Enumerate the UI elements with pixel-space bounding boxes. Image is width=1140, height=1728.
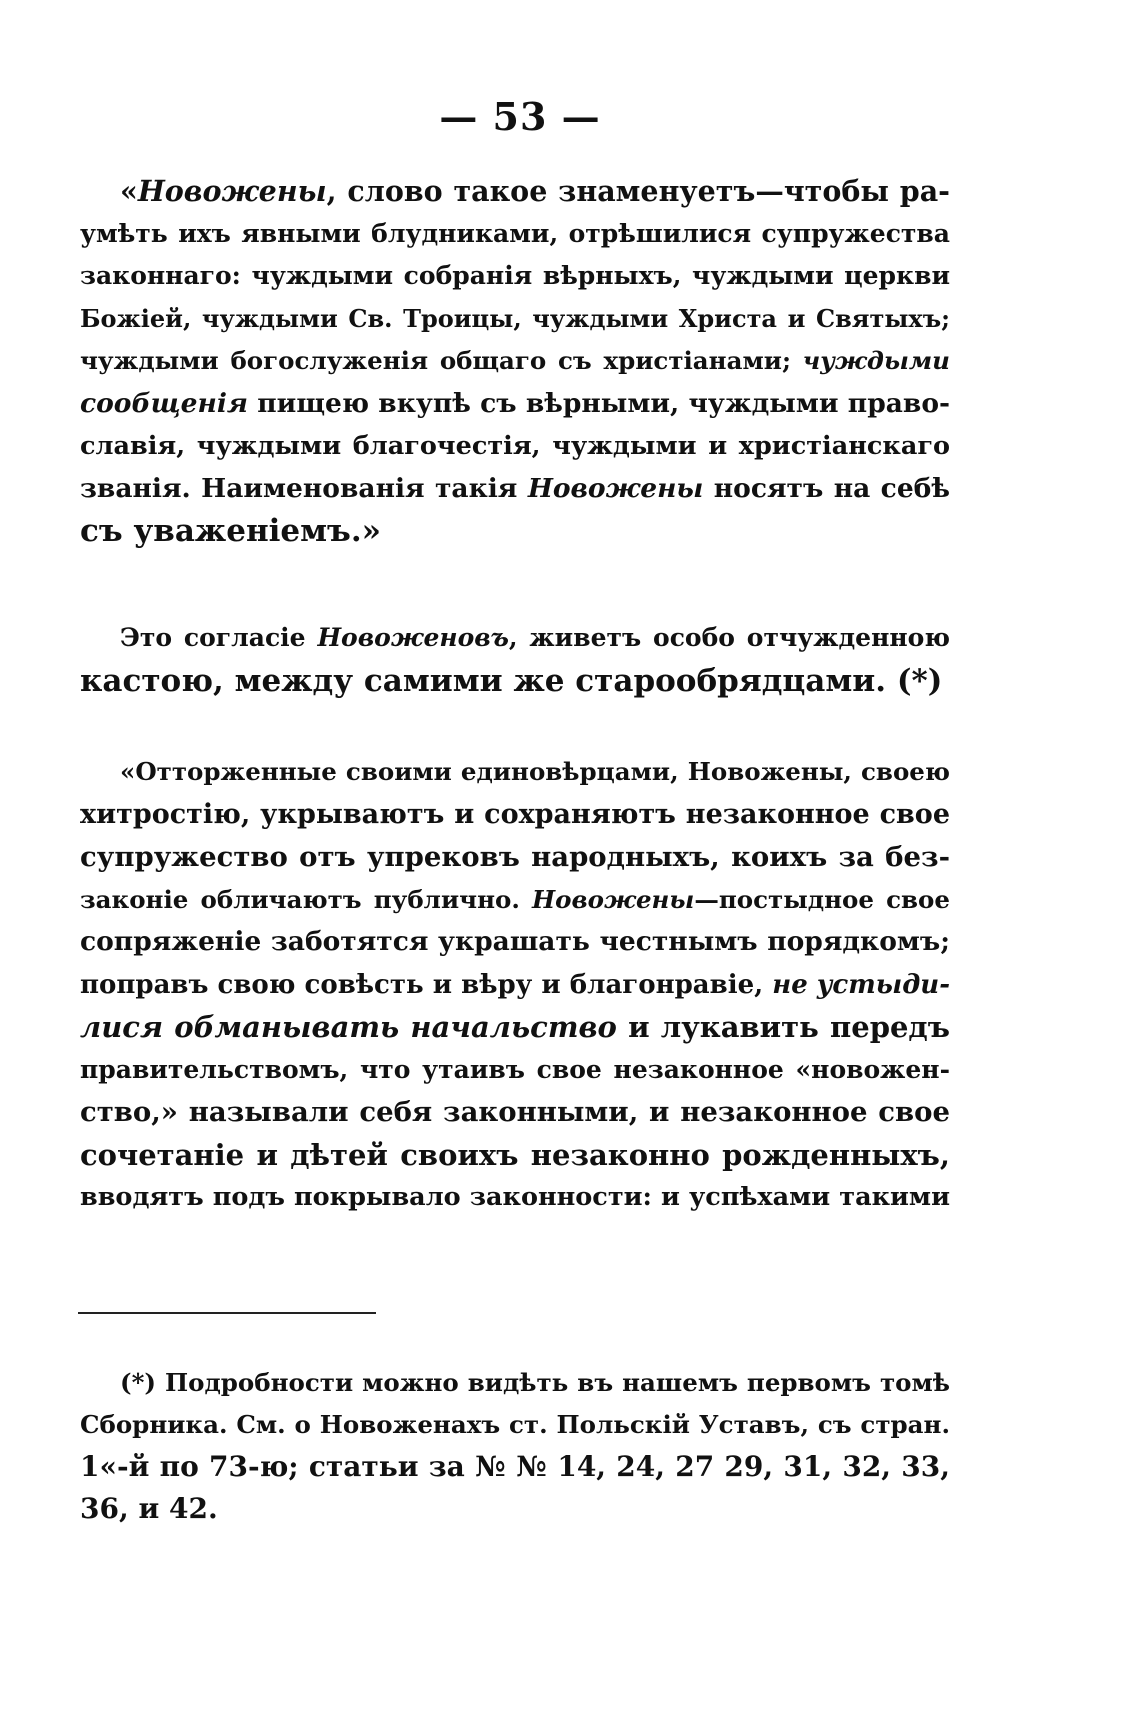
text-line: сообщенія пищею вкупѣ съ вѣрными, чуждыми право- [80, 387, 950, 419]
text-line: съ уваженіемъ.» [80, 513, 382, 549]
emphasis-term: чуждыми [802, 346, 950, 375]
emphasis-term: сообщенія [80, 387, 249, 419]
text-line: «Новожены, слово такое знаменуетъ—чтобы ра- [120, 174, 950, 208]
text-line: супружество отъ упрековъ народныхъ, коихъ за без- [80, 841, 950, 873]
footnote-line: 36, и 42. [80, 1492, 218, 1525]
text-line: поправъ свою совѣсть и вѣру и благонравіе, не устыди- [80, 969, 951, 1000]
footnote-line: (*) Подробности можно видѣть въ нашемъ первомъ томѣ [120, 1368, 950, 1397]
text-line: званія. Наименованія такія Новожены носятъ на себѣ [80, 472, 950, 504]
emphasis-term: Новоженовъ [317, 623, 509, 652]
emphasis-term: Новожены [137, 174, 327, 208]
emphasis-term: Новожены [527, 472, 704, 504]
text-line: сочетаніе и дѣтей своихъ незаконно рожденныхъ, [80, 1137, 950, 1172]
emphasis-term: лися обманывать начальство [80, 1010, 617, 1044]
text-line: вводятъ подъ покрывало законности: и успѣхами такими [80, 1182, 950, 1212]
emphasis-term: Новожены [532, 884, 695, 914]
text-line: сопряженіе заботятся украшать честнымъ порядкомъ; [80, 926, 950, 957]
text-line: ство,» называли себя законными, и незаконное свое [80, 1096, 950, 1128]
text-line: умѣть ихъ явными блудниками, отрѣшилися супружества [80, 218, 950, 248]
page-number: — 53 — [439, 94, 601, 139]
paragraph-quote-2 [80, 751, 950, 1219]
footnote-divider [78, 1312, 376, 1314]
footnote-line: Сборника. См. о Новоженахъ ст. Польскій Уставъ, съ стран. [80, 1410, 950, 1439]
text-line: Божіей, чуждыми Св. Троицы, чуждыми Христа и Святыхъ; [80, 303, 950, 333]
text-line: лися обманывать начальство и лукавить передъ [80, 1010, 950, 1044]
paragraph-2 [80, 617, 950, 702]
text-line: «Отторженные своими единовѣрцами, Новожены, своею [120, 757, 950, 786]
text-line: законнаго: чуждыми собранія вѣрныхъ, чуждыми церкви [80, 261, 950, 290]
footnote [80, 1362, 950, 1530]
text-line: чуждыми богослуженія общаго съ христіанами; чуждыми [80, 346, 950, 375]
text-line: правительствомъ, что утаивъ свое незаконное «новожен- [80, 1054, 950, 1084]
text-line: законіе обличаютъ публично. Новожены—постыдное свое [80, 884, 950, 914]
emphasis-term: не устыди- [772, 969, 951, 1000]
footnote-line: 1«-й по 73-ю; статьи за № № 14, 24, 27 29, 31, 32, 33, [80, 1450, 950, 1483]
paragraph-quote-1 [80, 170, 950, 553]
text-line: Это согласіе Новоженовъ, живетъ особо отчужденною [120, 623, 950, 652]
text-line: славія, чуждыми благочестія, чуждыми и христіанскаго [80, 431, 950, 461]
text-line: хитростію, укрываютъ и сохраняютъ незаконное свое [80, 798, 950, 830]
text-line: кастою, между самими же старообрядцами. (*) [80, 662, 943, 699]
